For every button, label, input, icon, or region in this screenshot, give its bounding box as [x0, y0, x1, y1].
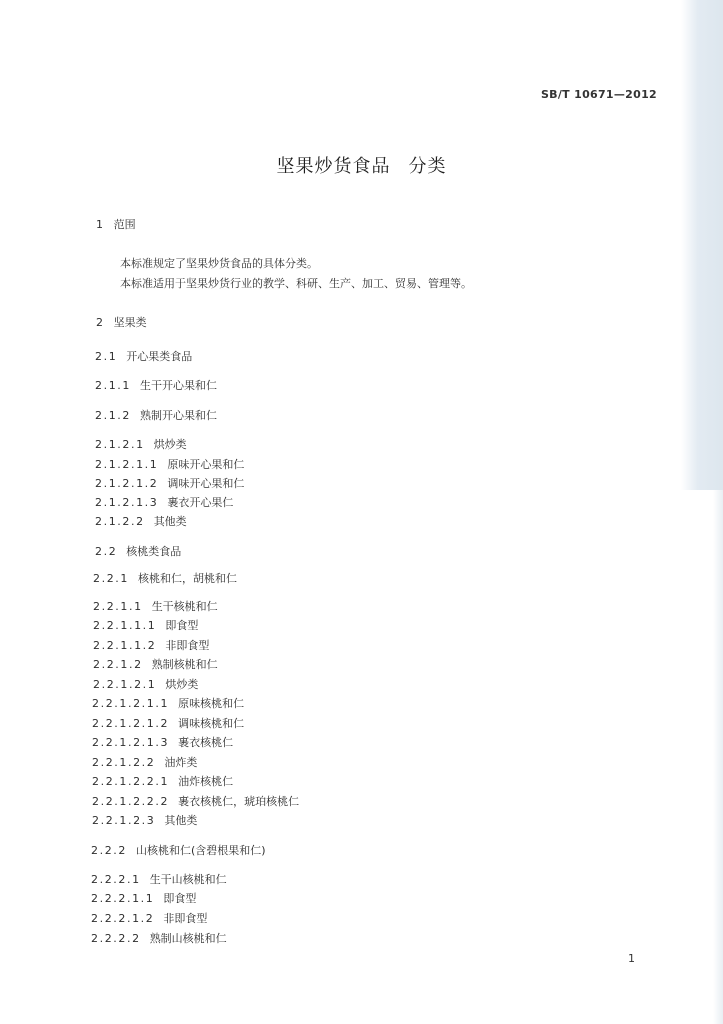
clause-item: 2.2.1.2.1 烘炒类: [93, 678, 199, 691]
title-main: 坚果炒货食品: [276, 156, 391, 177]
clause-item: 2.2.1.2 熟制核桃和仁: [93, 658, 218, 671]
scope-paragraph-1: 本标准规定了坚果炒货食品的具体分类。: [120, 257, 318, 270]
clause-item: 2.2.1.2.3 其他类: [92, 814, 198, 827]
clause-item: 2.2.1.2.2 油炸类: [92, 756, 198, 769]
clause-item: 2.1.2.1.2 调味开心果和仁: [95, 477, 245, 490]
standard-code: SB/T 10671—2012: [540, 88, 657, 101]
scan-edge-shadow-lower: [713, 490, 723, 1024]
scan-edge-shadow: [681, 0, 723, 490]
clause-item: 2.2.1.2.2.1 油炸核桃仁: [92, 775, 234, 788]
clause-item: 2.2.2 山核桃和仁(含碧根果和仁): [91, 844, 266, 857]
clause-item: 2.1.2.1.1 原味开心果和仁: [95, 458, 245, 471]
clause-item: 2.1.2.1.3 裹衣开心果仁: [95, 496, 234, 509]
title-sub: 分类: [408, 156, 447, 177]
clause-item: 2.2.1.2.2.2 裹衣核桃仁，琥珀核桃仁: [92, 795, 300, 808]
clause-item: 2.2.1.2.1.2 调味核桃和仁: [92, 717, 245, 730]
clause-item: 2.2.1.1.2 非即食型: [93, 639, 210, 652]
clause-item: 2.2.1.1.1 即食型: [93, 619, 199, 632]
clause-item: 2.2.1 核桃和仁，胡桃和仁: [93, 572, 237, 585]
clause-item: 2.1.2.2 其他类: [95, 515, 187, 528]
clause-item: 2.2.1.1 生干核桃和仁: [93, 600, 218, 613]
document-title: [0, 152, 723, 178]
clause-item: 2.2.2.1.1 即食型: [91, 892, 197, 905]
section-2-heading: 2 坚果类: [96, 316, 147, 329]
clause-item: 2.2.2.2 熟制山核桃和仁: [91, 932, 227, 945]
page-number: 1: [628, 952, 635, 965]
clause-item: 2.1 开心果类食品: [95, 350, 193, 363]
clause-item: 2.2.2.1 生干山核桃和仁: [91, 873, 227, 886]
clause-item: 2.1.1 生干开心果和仁: [95, 379, 217, 392]
section-1-heading: 1 范围: [96, 218, 136, 231]
clause-item: 2.1.2.1 烘炒类: [95, 438, 187, 451]
clause-item: 2.2.1.2.1.3 裹衣核桃仁: [92, 736, 234, 749]
clause-item: 2.2.2.1.2 非即食型: [91, 912, 208, 925]
clause-item: 2.2 核桃类食品: [95, 545, 182, 558]
clause-item: 2.1.2 熟制开心果和仁: [95, 409, 217, 422]
scope-paragraph-2: 本标准适用于坚果炒货行业的教学、科研、生产、加工、贸易、管理等。: [120, 277, 472, 290]
clause-item: 2.2.1.2.1.1 原味核桃和仁: [92, 697, 245, 710]
